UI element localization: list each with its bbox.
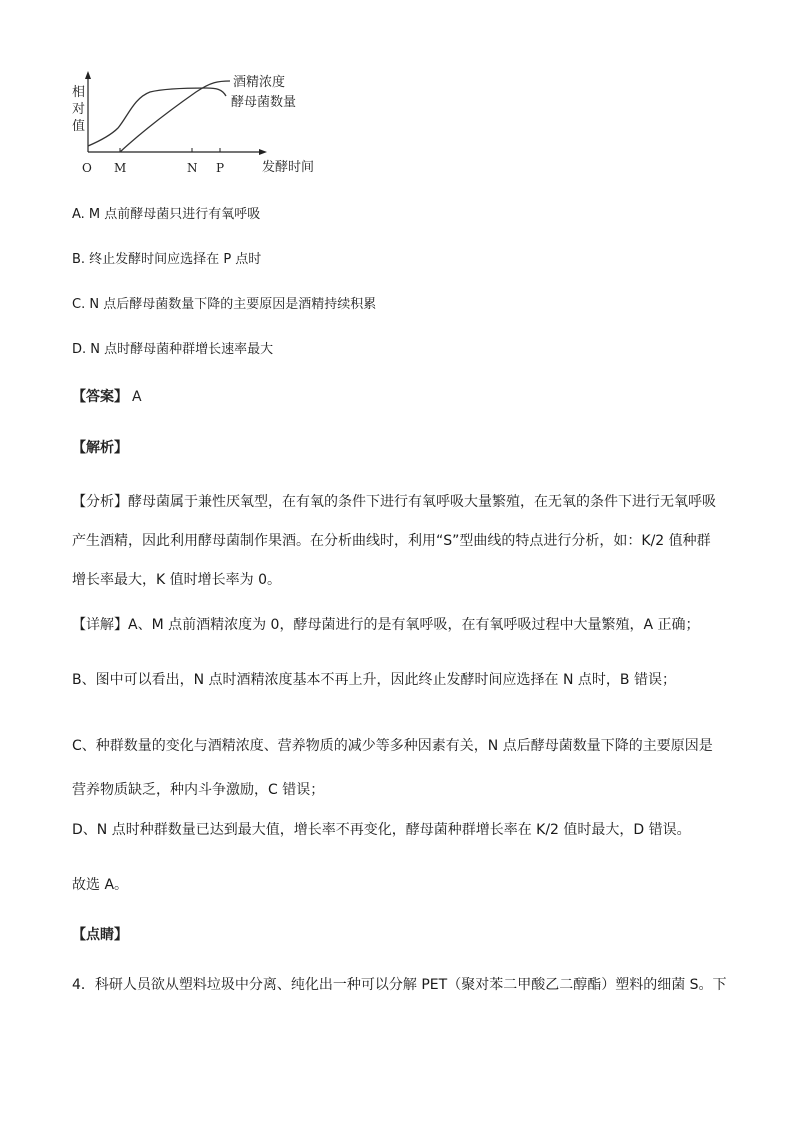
detail-line-5: D、N 点时种群数量已达到最大值，增长率不再变化，酵母菌种群增长率在 K/2 值时最大，D 错误。 [72, 822, 691, 838]
tick-label-m: M [114, 161, 127, 175]
analysis-heading: 【解析】 [72, 440, 128, 456]
question-4: 4．科研人员欲从塑料垃圾中分离、纯化出一种可以分解 PET（聚对苯二甲酸乙二醇酯）塑料的细菌 S。下 [72, 977, 727, 993]
y-label-3: 值 [72, 119, 86, 134]
detail-line-3: C、种群数量的变化与酒精浓度、营养物质的减少等多种因素有关，N 点后酵母菌数量下降的主要原因是 [72, 738, 713, 754]
detail-paragraph-c [72, 724, 724, 812]
alcohol-curve [120, 81, 230, 152]
graph-svg [66, 68, 326, 180]
answer-value: A [132, 389, 142, 405]
tick-label-p: P [216, 161, 225, 175]
detail-line-1: 【详解】A、M 点前酒精浓度为 0，酵母菌进行的是有氧呼吸，在有氧呼吸过程中大量繁殖，A 正确； [72, 617, 700, 633]
x-axis-label: 发酵时间 [262, 160, 315, 175]
y-axis-arrow [85, 71, 91, 79]
analysis-line-2: 产生酒精，因此利用酵母菌制作果酒。在分析曲线时，利用“S”型曲线的特点进行分析，如：K/2 值种群 [72, 533, 711, 549]
yeast-curve [88, 88, 226, 146]
option-a: A. M 点前酵母菌只进行有氧呼吸 [72, 207, 261, 222]
tick-label-n: N [187, 161, 198, 175]
fermentation-graph [66, 68, 326, 180]
origin-label: O [82, 161, 92, 175]
y-label-1: 相 [72, 85, 86, 100]
option-d: D. N 点时酵母菌种群增长速率最大 [72, 342, 274, 357]
analysis-line-3: 增长率最大，K 值时增长率为 0。 [72, 572, 281, 588]
x-axis-arrow [259, 149, 267, 155]
detail-line-2: B、图中可以看出，N 点时酒精浓度基本不再上升，因此终止发酵时间应选择在 N 点时，B 错误； [72, 672, 676, 688]
detail-line-4: 营养物质缺乏，种内斗争激励，C 错误； [72, 782, 325, 798]
detail-line-6: 故选 A。 [72, 877, 129, 893]
yeast-label: 酵母菌数量 [231, 95, 297, 110]
answer-line [72, 387, 142, 407]
option-b: B. 终止发酵时间应选择在 P 点时 [72, 252, 262, 267]
analysis-line-1: 【分析】酵母菌属于兼性厌氧型，在有氧的条件下进行有氧呼吸大量繁殖，在无氧的条件下进行无氧呼吸 [72, 494, 716, 510]
answer-label: 【答案】 [72, 389, 128, 405]
analysis-paragraph [72, 483, 724, 600]
comment-heading: 【点睛】 [72, 927, 128, 943]
y-label-2: 对 [72, 102, 86, 117]
option-c: C. N 点后酵母菌数量下降的主要原因是酒精持续积累 [72, 297, 377, 312]
alcohol-label: 酒精浓度 [233, 75, 286, 90]
